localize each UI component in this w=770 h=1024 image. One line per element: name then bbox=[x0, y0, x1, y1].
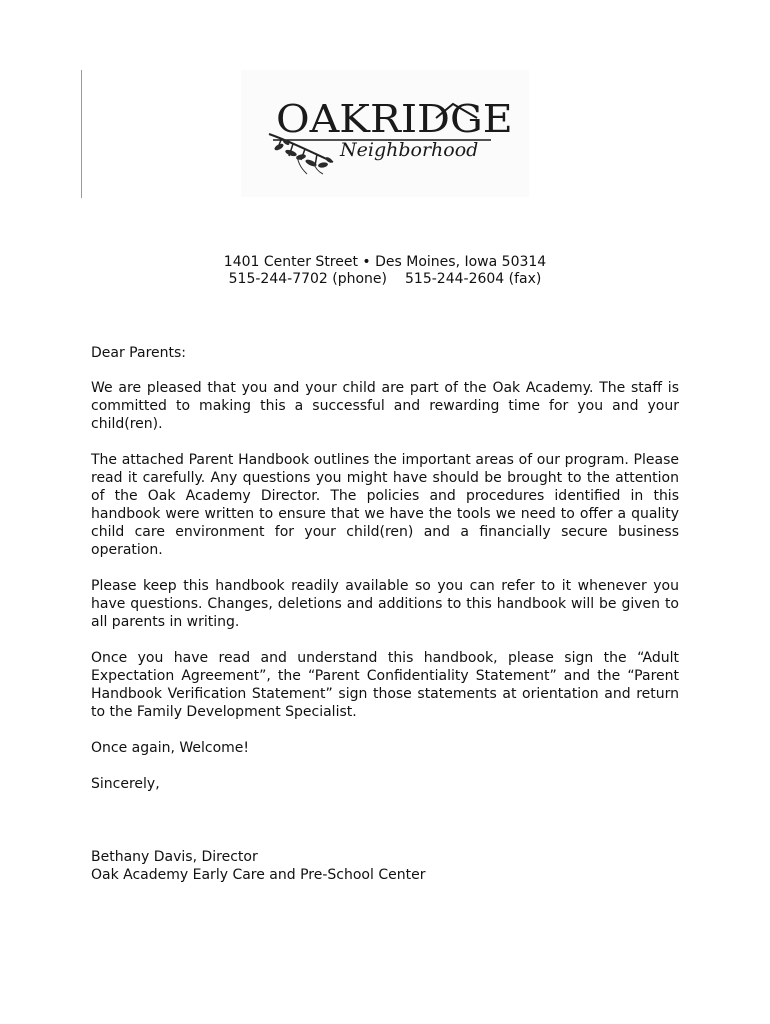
paragraph-4: Once you have read and understand this handbook, please sign the “Adult Expectation Agreement”, the “Parent Confidentiality Statement” and the “Parent Handbook Verification Statement” sign those statements at orientation and return to the Family Development Specialist. bbox=[91, 650, 679, 720]
paragraph-5: Once again, Welcome! bbox=[91, 740, 250, 756]
phone-number: 515-244-7702 (phone) bbox=[228, 271, 388, 287]
fax-number: 515-244-2604 (fax) bbox=[405, 271, 542, 287]
signature-name: Bethany Davis, Director bbox=[91, 849, 258, 865]
paragraph-2: The attached Parent Handbook outlines the important areas of our program. Please read it carefully. Any questions you might have should be brought to the attention of the Oak Academy Director. The policies and procedures identified in this handbook were written to ensure that we have the tools we need to offer a quality child care environment for your child(ren) and a financially secure business operation. bbox=[91, 452, 679, 558]
logo-wordmark: OAKRIDGE bbox=[276, 97, 513, 141]
signature-org: Oak Academy Early Care and Pre-School Center bbox=[91, 867, 426, 883]
paragraph-1: We are pleased that you and your child are part of the Oak Academy. The staff is committed to making this a successful and rewarding time for you and your child(ren). bbox=[91, 380, 679, 432]
contact-line bbox=[0, 270, 770, 288]
margin-rule bbox=[81, 70, 82, 198]
greeting: Dear Parents: bbox=[91, 345, 187, 361]
oakridge-logo bbox=[241, 70, 529, 197]
paragraph-3: Please keep this handbook readily available so you can refer to it whenever you have questions. Changes, deletions and additions to this handbook will be given to all parents in writing. bbox=[91, 578, 679, 630]
signature-block bbox=[91, 848, 679, 884]
closing: Sincerely, bbox=[91, 776, 160, 792]
logo-subtitle: Neighborhood bbox=[340, 139, 479, 161]
address-line: 1401 Center Street • Des Moines, Iowa 50314 bbox=[223, 254, 547, 270]
